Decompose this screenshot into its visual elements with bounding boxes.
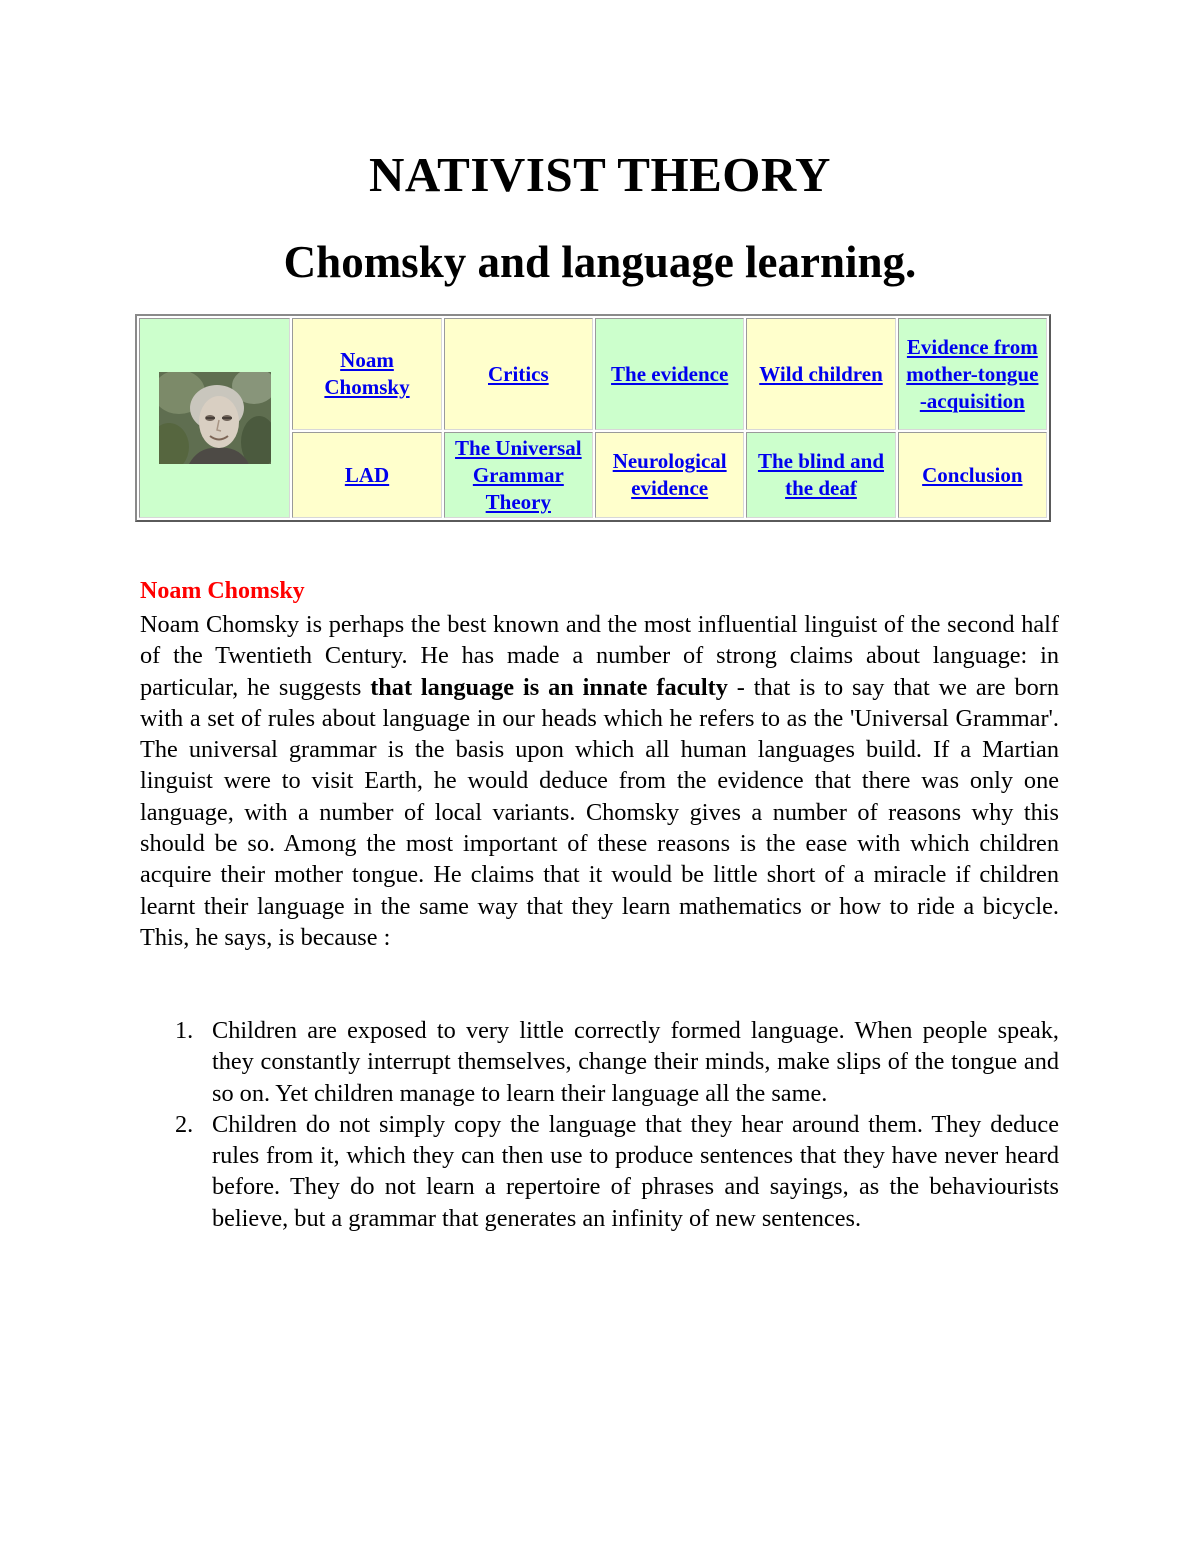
intro-text-end: - that is to say that we are born with a set of rules about language in our heads which he refers to as the 'Universal Grammar'. The universal grammar is the basis upon which all human languages build. If a Martian linguist were to visit Earth, he would deduce from the evidence that there was only one language, with a number of local variants. Chomsky gives a number of reasons why this should be so. Among the most important of these reasons is the ease with which children acquire their mother tongue. He claims that it would be little short of a miracle if children learnt their language in the same way that they learn mathematics or how to ride a bicycle. This, he says, is because : [140,673,1060,951]
nav-cell-the-evidence [595,318,744,430]
nav-cell-lad [292,432,441,518]
intro-paragraph [140,609,1059,953]
nav-link-mother-tongue-evidence[interactable]: Evidence from mother-tongue -acquisition [906,334,1039,413]
nav-cell-wild-children [746,318,895,430]
nav-link-noam-chomsky[interactable]: Noam Chomsky [324,348,410,399]
nav-link-conclusion[interactable]: Conclusion [922,462,1023,487]
nav-cell-noam-chomsky [292,318,441,430]
intro-bold-claim: that language is an innate faculty [370,673,728,701]
page-subtitle: Chomsky and language learning. [283,237,917,287]
navigation-table [135,314,1051,522]
nav-link-blind-and-deaf[interactable]: The blind and the deaf [757,449,885,500]
section-heading: Noam Chomsky [140,578,305,604]
nav-link-the-evidence[interactable]: The evidence [611,361,729,386]
photo-cell [139,318,290,518]
list-item-number: 2. [175,1110,194,1138]
nav-link-universal-grammar[interactable]: The Universal Grammar Theory [455,435,582,514]
intro-text-start: Noam Chomsky is perhaps the best known and the most influential linguist of the second half of the Twentieth Century. He has made a number of strong claims about language: in particular, he suggests [140,611,1059,701]
nav-link-neurological-evidence[interactable]: Neurological evidence [612,449,727,500]
nav-cell-conclusion [898,432,1047,518]
list-item-text: Children do not simply copy the language that they hear around them. They deduce rules from it, which they can then use to produce sentences that they have never heard before. They do not learn a repertoire of phrases and sayings, as the behaviourists believe, but a grammar that generates an infinity of new sentences. [212,1110,1059,1232]
nav-cell-neurological-evidence [595,432,744,518]
page-title: NATIVIST THEORY [369,147,831,202]
nav-link-wild-children[interactable]: Wild children [759,361,883,386]
portrait-photo-icon [159,372,271,464]
nav-link-lad[interactable]: LAD [344,462,390,487]
list-item-number: 1. [175,1017,194,1044]
nav-cell-blind-and-deaf [746,432,895,518]
list-item [140,1015,1059,1109]
list-item-text: Children are exposed to very little correctly formed language. When people speak, they constantly interrupt themselves, change their minds, make slips of the tongue and so on. Yet children manage to learn their language all the same. [212,1017,1059,1107]
reasons-list [140,1015,1059,1234]
list-item [140,1109,1059,1234]
nav-link-critics[interactable]: Critics [488,361,549,386]
nav-cell-mother-tongue-evidence [898,318,1047,430]
nav-cell-critics [444,318,593,430]
nav-cell-universal-grammar [444,432,593,518]
